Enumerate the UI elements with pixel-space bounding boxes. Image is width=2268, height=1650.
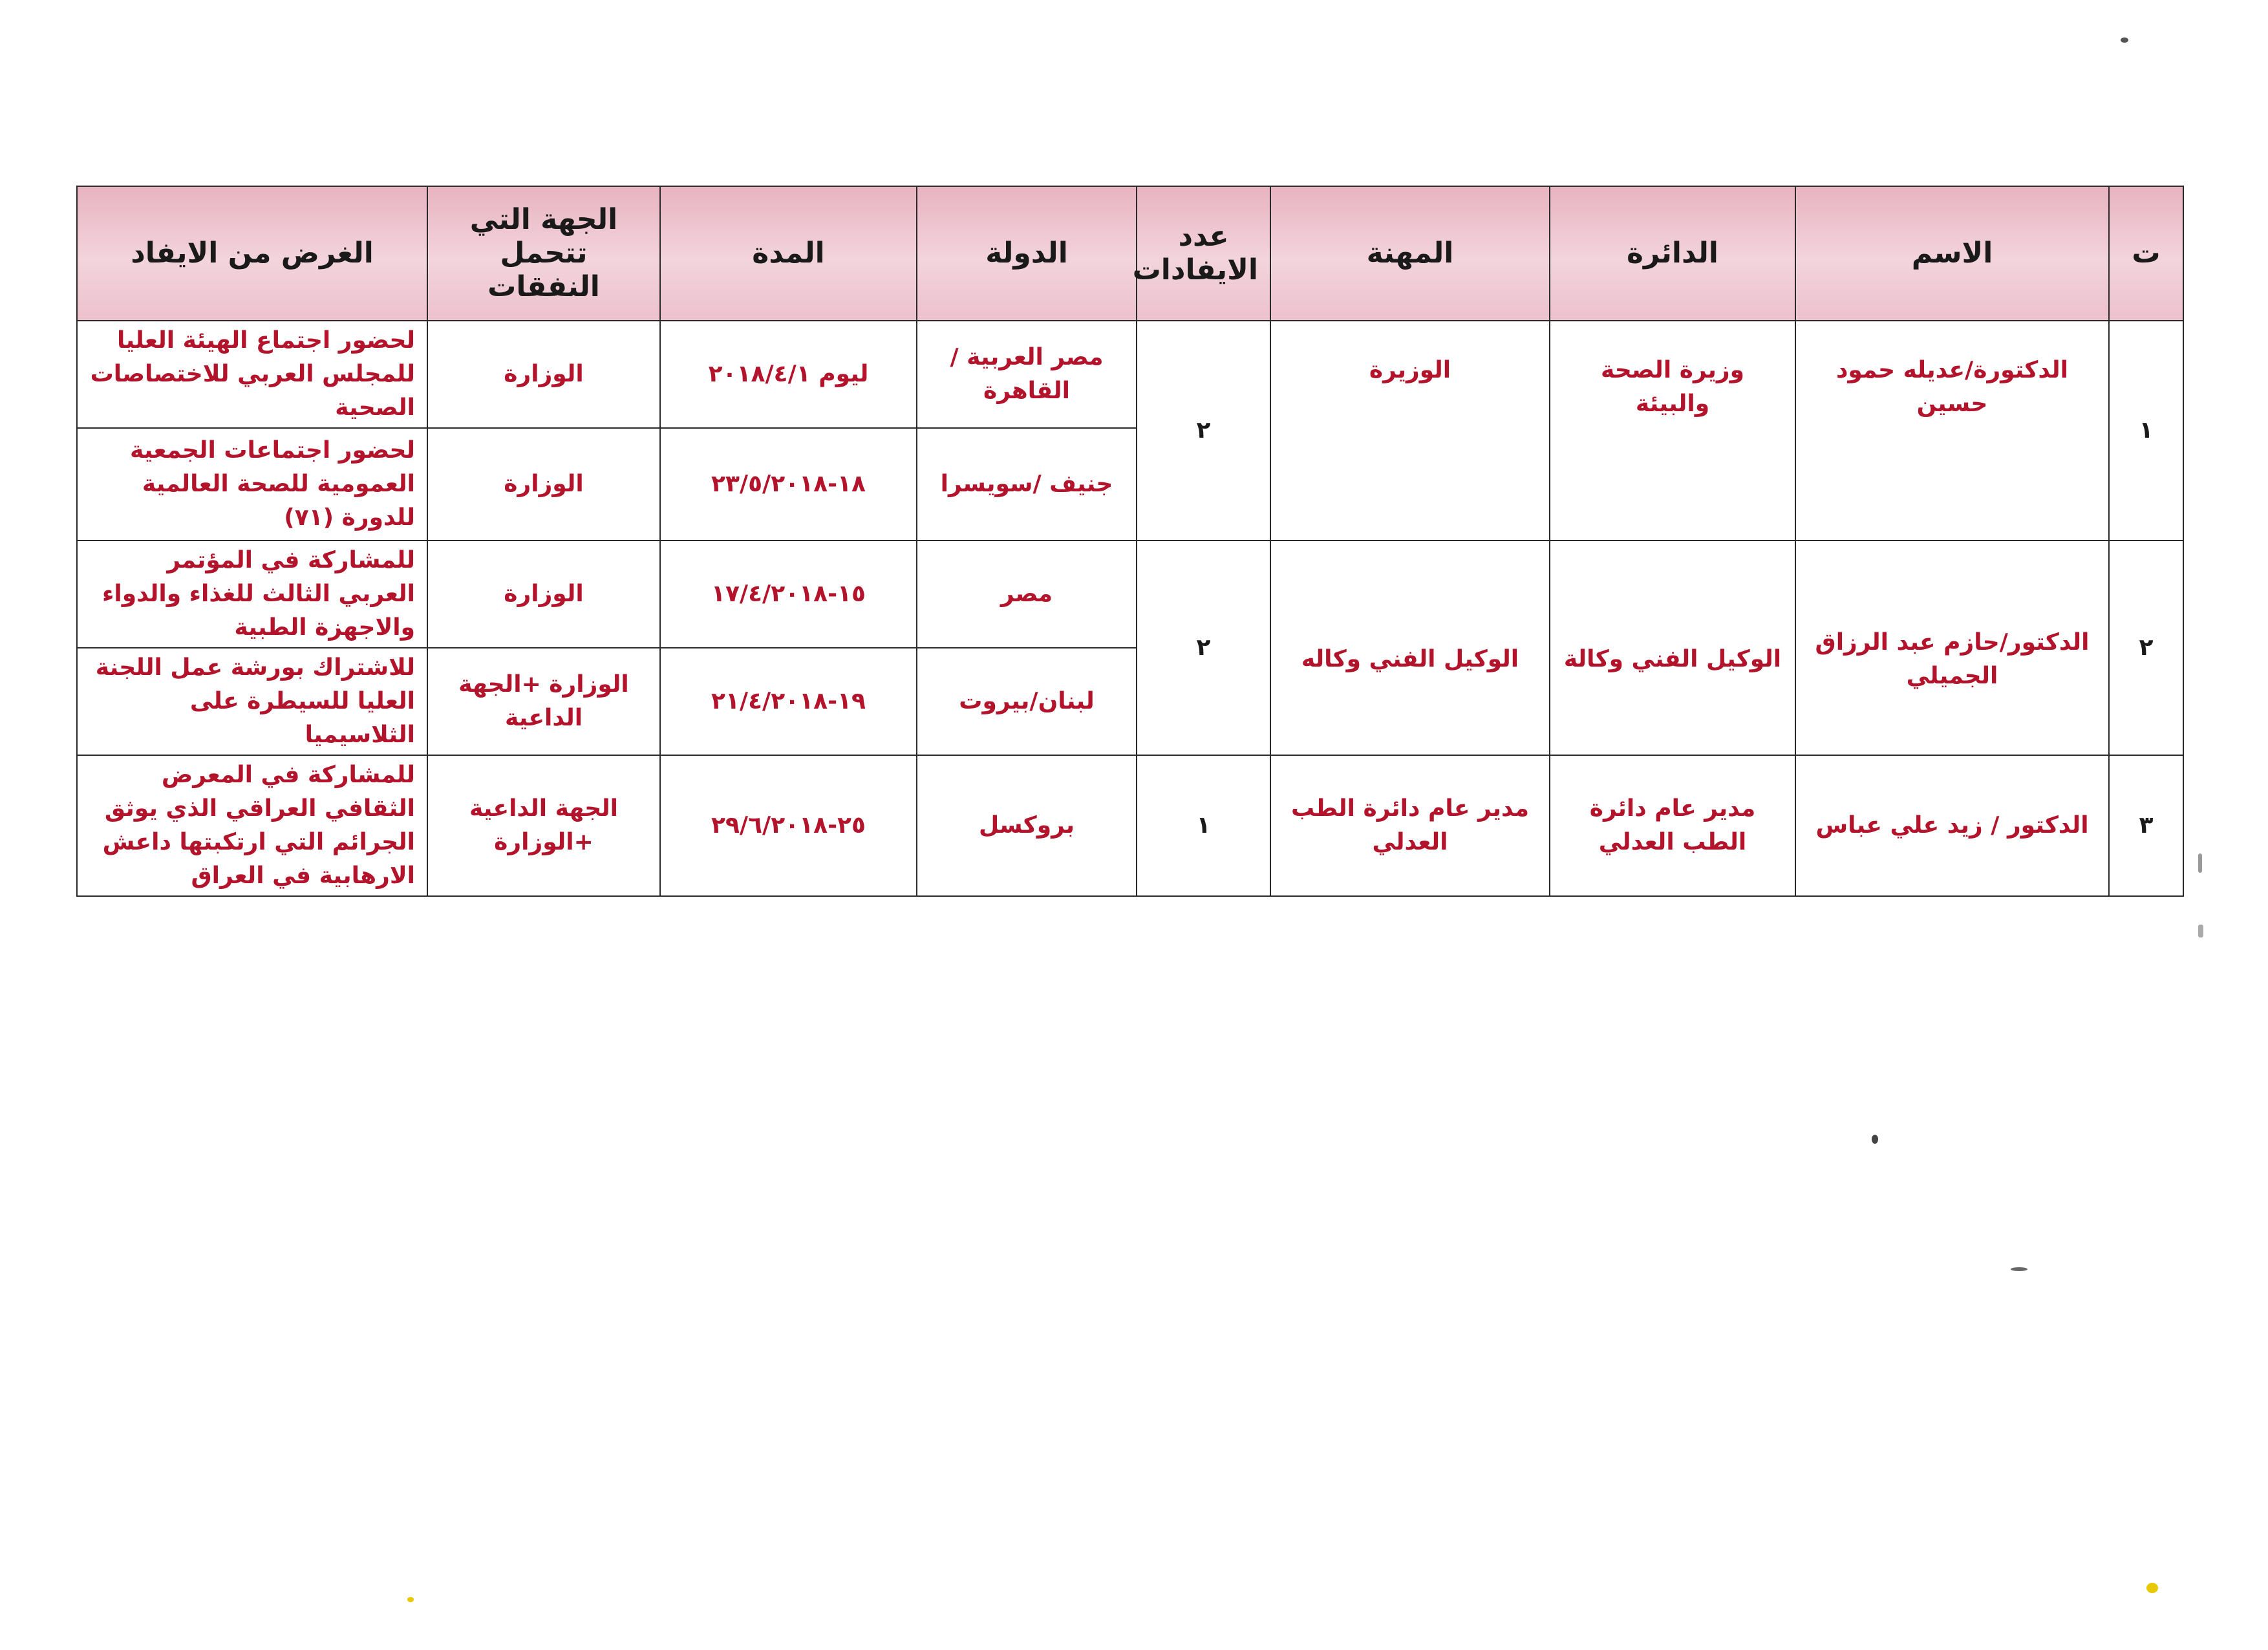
table-row: [77, 321, 2183, 428]
cell-purpose: للمشاركة في المؤتمر العربي الثالث للغذاء والدواء والاجهزة الطبية: [77, 541, 427, 648]
cell-country: بروكسل: [917, 755, 1137, 896]
scan-speck: [407, 1597, 414, 1602]
scan-speck: [2121, 38, 2128, 43]
cell-country: مصر: [917, 541, 1137, 648]
delegations-table: [76, 186, 2184, 897]
cell-purpose: للاشتراك بورشة عمل اللجنة العليا للسيطرة على الثلاسيميا: [77, 648, 427, 755]
cell-purpose: لحضور اجتماعات الجمعية العمومية للصحة العالمية للدورة (٧١): [77, 428, 427, 541]
cell-department: وزيرة الصحة والبيئة: [1550, 321, 1795, 541]
cell-index: ٢: [2109, 541, 2183, 755]
cell-profession: الوزيرة: [1270, 321, 1550, 541]
cell-name: الدكتورة/عديله حمود حسين: [1795, 321, 2109, 541]
scan-speck: [2146, 1583, 2158, 1593]
header-row: [77, 186, 2183, 321]
cell-country: جنيف /سويسرا: [917, 428, 1137, 541]
cell-duration: ليوم ٢٠١٨/٤/١: [660, 321, 917, 428]
scan-speck: [2198, 853, 2202, 873]
cell-funding-party: الوزارة: [427, 321, 660, 428]
cell-name: الدكتور/حازم عبد الرزاق الجميلي: [1795, 541, 2109, 755]
scan-speck: [2198, 925, 2203, 938]
cell-duration: ١٥-١٧/٤/٢٠١٨: [660, 541, 917, 648]
header-name: الاسم: [1795, 186, 2109, 321]
cell-country: لبنان/بيروت: [917, 648, 1137, 755]
cell-name: الدكتور / زيد علي عباس: [1795, 755, 2109, 896]
header-funding-party: الجهة التي تتحمل النفقات: [427, 186, 660, 321]
cell-profession: الوكيل الفني وكاله: [1270, 541, 1550, 755]
cell-index: ٣: [2109, 755, 2183, 896]
cell-delegation-count: ٢: [1137, 541, 1270, 755]
header-department: الدائرة: [1550, 186, 1795, 321]
cell-funding-party: الوزارة: [427, 541, 660, 648]
cell-country: مصر العربية /القاهرة: [917, 321, 1137, 428]
cell-funding-party: الجهة الداعية +الوزارة: [427, 755, 660, 896]
scan-speck: [2011, 1267, 2027, 1271]
header-purpose: الغرض من الايفاد: [77, 186, 427, 321]
cell-purpose: لحضور اجتماع الهيئة العليا للمجلس العربي للاختصاصات الصحية: [77, 321, 427, 428]
cell-department: الوكيل الفني وكالة: [1550, 541, 1795, 755]
scan-speck: [1872, 1135, 1878, 1144]
header-profession: المهنة: [1270, 186, 1550, 321]
cell-delegation-count: ١: [1137, 755, 1270, 896]
header-index: ت: [2109, 186, 2183, 321]
header-duration: المدة: [660, 186, 917, 321]
cell-delegation-count: ٢: [1137, 321, 1270, 541]
cell-duration: ٢٥-٢٩/٦/٢٠١٨: [660, 755, 917, 896]
cell-duration: ١٩-٢١/٤/٢٠١٨: [660, 648, 917, 755]
cell-funding-party: الوزارة +الجهة الداعية: [427, 648, 660, 755]
cell-purpose: للمشاركة في المعرض الثقافي العراقي الذي يوثق الجرائم التي ارتكبتها داعش الارهابية في العراق: [77, 755, 427, 896]
cell-index: ١: [2109, 321, 2183, 541]
table-row: [77, 755, 2183, 896]
header-delegation-count: عدد الايفادات: [1137, 186, 1270, 321]
cell-duration: ١٨-٢٣/٥/٢٠١٨: [660, 428, 917, 541]
cell-profession: مدير عام دائرة الطب العدلي: [1270, 755, 1550, 896]
table-row: [77, 541, 2183, 648]
cell-department: مدير عام دائرة الطب العدلي: [1550, 755, 1795, 896]
header-country: الدولة: [917, 186, 1137, 321]
cell-funding-party: الوزارة: [427, 428, 660, 541]
